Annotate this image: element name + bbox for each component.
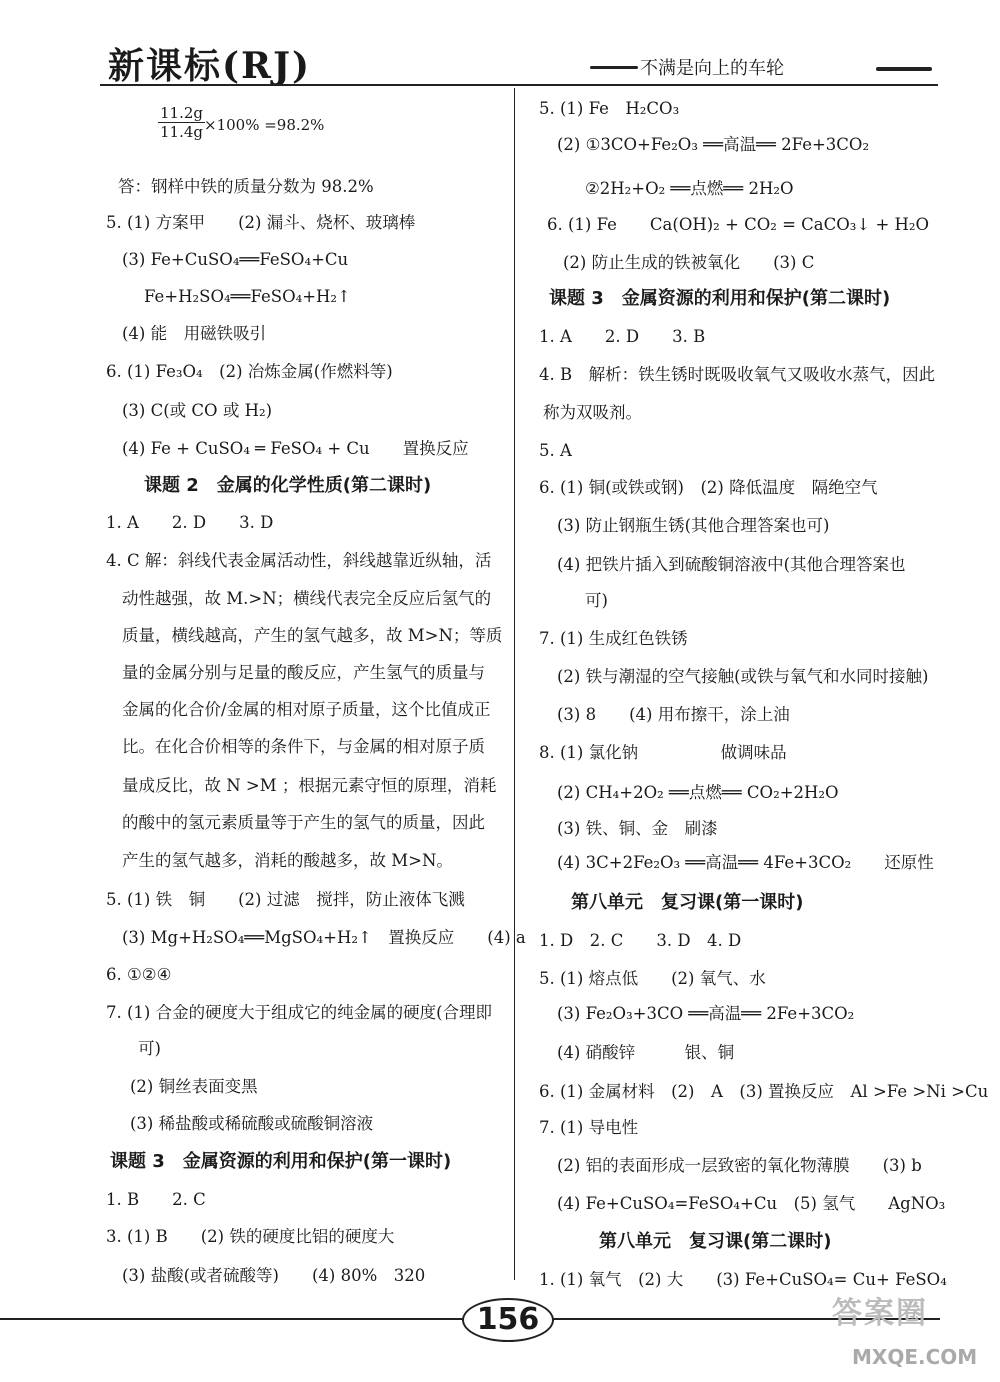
section-heading: 课题 2 金属的化学性质(第二课时): [144, 475, 432, 496]
section-heading: 课题 3 金属资源的利用和保护(第一课时): [110, 1151, 452, 1172]
answer-line: 比。在化合价相等的条件下，与金属的相对原子质: [122, 737, 485, 756]
answer-line: 8. (1) 氯化钠 做调味品: [539, 743, 787, 762]
watermark-url: MXQE.COM: [852, 1345, 978, 1369]
answer-line: (4) 把铁片插入到硫酸铜溶液中(其他合理答案也: [557, 555, 906, 574]
answer-line: 5. (1) 熔点低 (2) 氧气、水: [539, 969, 766, 988]
answer-line: 可): [138, 1039, 161, 1058]
answer-line: (4) 能 用磁铁吸引: [122, 324, 267, 343]
answer-line: 可): [585, 591, 608, 610]
fraction-denominator: 11.4g: [160, 123, 204, 141]
answer-line: 1. D 2. C 3. D 4. D: [539, 931, 742, 950]
fraction: [158, 104, 205, 141]
answer-line: Fe+H₂SO₄══FeSO₄+H₂↑: [144, 287, 351, 306]
answer-line: 6. (1) Fe Ca(OH)₂ + CO₂ = CaCO₃↓ + H₂O: [547, 215, 930, 234]
answer-line: 4. C 解：斜线代表金属活动性，斜线越靠近纵轴，活: [106, 551, 492, 570]
column-divider: [514, 88, 515, 1280]
answer-line: 7. (1) 生成红色铁锈: [539, 629, 688, 648]
answer-line: (3) Mg+H₂SO₄══MgSO₄+H₂↑ 置换反应 (4) a: [122, 928, 526, 947]
answer-line: 1. B 2. C: [106, 1190, 206, 1209]
answer-line: (4) 硝酸锌 银、铜: [557, 1043, 735, 1062]
answer-line: (3) Fe₂O₃+3CO ══高温══ 2Fe+3CO₂: [557, 1004, 855, 1023]
answer-line: 动性越强，故 M.>N；横线代表完全反应后氢气的: [122, 589, 492, 608]
answer-line: (2) 铁与潮湿的空气接触(或铁与氧气和水同时接触): [557, 667, 929, 686]
fraction-result: ×100% =98.2%: [204, 116, 325, 134]
answer-line: 6. (1) Fe₃O₄ (2) 冶炼金属(作燃料等): [106, 362, 393, 381]
answer-line: 5. (1) 铁 铜 (2) 过滤 搅拌，防止液体飞溅: [106, 890, 465, 909]
answer-line: 1. A 2. D 3. B: [539, 327, 706, 346]
answer-line: (3) 8 (4) 用布擦干，涂上油: [557, 705, 790, 724]
answer-line: ②2H₂+O₂ ══点燃══ 2H₂O: [585, 179, 794, 198]
answer-line: 6. (1) 金属材料 (2) A (3) 置换反应 Al >Fe >Ni >Cu: [539, 1082, 989, 1101]
answer-line: 7. (1) 导电性: [539, 1118, 639, 1137]
answer-line: (3) C(或 CO 或 H₂): [122, 401, 273, 420]
answer-line: (2) 铜丝表面变黑: [130, 1077, 258, 1096]
answer-line: 1. A 2. D 3. D: [106, 513, 274, 532]
answer-line: (4) Fe+CuSO₄=FeSO₄+Cu (5) 氢气 AgNO₃: [557, 1194, 946, 1213]
answer-line: 5. (1) 方案甲 (2) 漏斗、烧杯、玻璃棒: [106, 213, 416, 232]
book-title: 新课标(RJ): [108, 45, 312, 87]
answer-line: 5. A: [539, 441, 572, 460]
answer-line: (3) Fe+CuSO₄══FeSO₄+Cu: [122, 250, 349, 269]
answer-line: 6. ①②④: [106, 965, 172, 984]
answer-line: 量的金属分别与足量的酸反应，产生氢气的质量与: [122, 663, 485, 682]
page-number: 156: [462, 1298, 554, 1342]
answer-line: (4) 3C+2Fe₂O₃ ══高温══ 4Fe+3CO₂ 还原性: [557, 853, 934, 872]
watermark-logo: 答案圈: [832, 1296, 928, 1331]
answer-line: (2) 铝的表面形成一层致密的氧化物薄膜 (3) b: [557, 1156, 922, 1175]
answer-line: 6. (1) 铜(或铁或钢) (2) 降低温度 隔绝空气: [539, 478, 878, 497]
section-heading: 第八单元 复习课(第二课时): [599, 1231, 832, 1252]
answer-line: (3) 稀盐酸或稀硫酸或硫酸铜溶液: [130, 1114, 374, 1133]
answer-line: 5. (1) Fe H₂CO₃: [539, 99, 680, 118]
answer-line: (3) 防止钢瓶生锈(其他合理答案也可): [557, 516, 830, 535]
section-heading: 第八单元 复习课(第一课时): [571, 892, 804, 913]
answer-line: 的酸中的氢元素质量等于产生的氢气的质量，因此: [122, 813, 485, 832]
answer-line: 1. (1) 氧气 (2) 大 (3) Fe+CuSO₄= Cu+ FeSO₄: [539, 1270, 947, 1289]
header-motto: 不满是向上的车轮: [640, 58, 784, 79]
answer-line: (2) 防止生成的铁被氧化 (3) C: [563, 253, 815, 272]
fraction-numerator: 11.2g: [160, 104, 204, 122]
header-decoration-right: [876, 67, 932, 71]
answer-line: 称为双吸剂。: [543, 403, 642, 422]
answer-line: 金属的化合价/金属的相对原子质量，这个比值成正: [122, 700, 491, 719]
answer-line: 量成反比，故 N >M ；根据元素守恒的原理，消耗: [122, 776, 497, 795]
section-heading: 课题 3 金属资源的利用和保护(第二课时): [549, 288, 891, 309]
header-decoration-left: [590, 66, 638, 69]
answer-line: 质量，横线越高，产生的氢气越多，故 M>N；等质: [122, 626, 503, 645]
answer-line: (3) 盐酸(或者硫酸等) (4) 80% 320: [122, 1266, 426, 1285]
answer-line: (2) CH₄+2O₂ ══点燃══ CO₂+2H₂O: [557, 783, 839, 802]
answer-line: (2) ①3CO+Fe₂O₃ ══高温══ 2Fe+3CO₂: [557, 135, 870, 154]
answer-line: 答：钢样中铁的质量分数为 98.2%: [118, 177, 374, 196]
answer-line: 7. (1) 合金的硬度大于组成它的纯金属的硬度(合理即: [106, 1003, 493, 1022]
answer-line: 3. (1) B (2) 铁的硬度比铝的硬度大: [106, 1227, 395, 1246]
answer-line: (4) Fe + CuSO₄ ═ FeSO₄ + Cu 置换反应: [122, 439, 469, 458]
answer-line: (3) 铁、铜、金 刷漆: [557, 819, 718, 838]
answer-line: 产生的氢气越多，消耗的酸越多，故 M>N。: [122, 851, 453, 870]
answer-line: 4. B 解析：铁生锈时既吸收氧气又吸收水蒸气，因此: [539, 365, 936, 384]
header-rule: [100, 84, 938, 86]
